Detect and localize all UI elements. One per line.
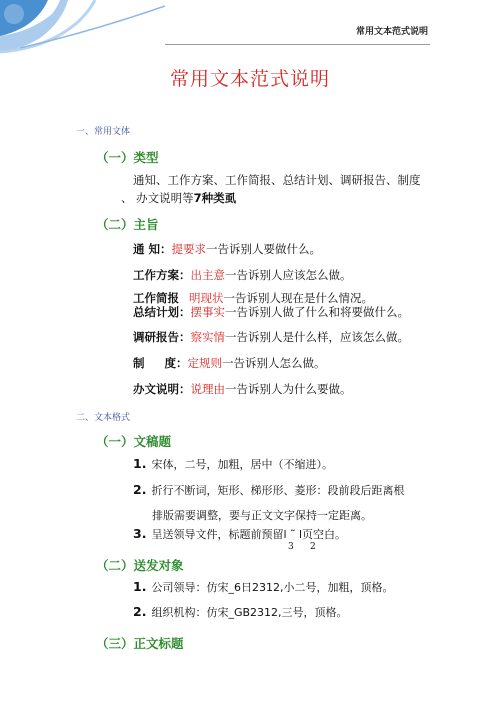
manuscript-heading: （一）文稿题 [96,434,172,449]
purpose-label: 制 度： [133,356,188,370]
purpose-text: 一告诉别人应该怎么做。 [225,268,352,282]
purpose-key: 说理由 [190,382,225,396]
types-line-2 [121,190,236,206]
item-text: 排版需要调整，要与正文文字保持一定距离。 [152,509,372,522]
section-heading-1: 一、常用文体 [76,127,131,137]
purpose-text: 一告诉别人怎么做。 [222,356,326,370]
purpose-heading: （二）主旨 [96,217,159,232]
purpose-key: 明现状 [189,291,224,305]
manuscript-item [152,507,372,523]
purpose-row [133,381,352,397]
purpose-row [133,304,409,320]
purpose-label: 工作简报 [133,291,179,305]
purpose-text: 一告诉别人做了什么和将要做什么。 [225,305,409,319]
item-number: 1. [133,579,147,594]
purpose-row [133,267,352,283]
purpose-key: 摆事实 [190,305,225,319]
item-text: 呈送领导文件，标题前预留l ˜ l页空白。 [151,528,347,541]
body-title-heading: （三）正文标题 [96,636,184,651]
purpose-label: 通 知： [133,242,172,256]
types-line-1: 通知、工作方案、工作简报、总结计划、调研报告、制度 [133,173,421,187]
subscript-b: 2 [310,542,316,552]
purpose-row [133,329,409,345]
decorative-corner-swirl [0,0,170,60]
document-title: 常用文本范式说明 [169,68,330,90]
item-text: 宋体，二号，加粗，居中（不缩进）。 [151,458,333,471]
types-line-2-strong: 7种类虱 [193,191,237,205]
purpose-row [133,355,326,371]
types-line-2-prefix: 、 办文说明等 [121,191,194,205]
subscript-a: 3 [288,542,294,552]
item-number: 2. [133,482,147,497]
purpose-key: 提要求 [171,242,207,256]
item-text: 折行不断词，矩形、梯形形、菱形：段前段后距离根 [151,484,405,497]
item-number: 2. [133,604,147,619]
purpose-key: 察实情 [190,330,225,344]
purpose-key: 出主意 [190,268,225,282]
purpose-row [133,241,321,257]
manuscript-item [133,482,404,498]
purpose-text: 一告诉别人现在是什么情况。 [223,291,373,305]
manuscript-item [133,526,346,542]
purpose-label: 办文说明： [133,382,191,396]
recipients-item [133,579,393,595]
purpose-key: 定规则 [187,356,223,370]
header-divider [165,44,430,45]
item-text: 组织机构：仿宋_GB2312,三号，顶格。 [151,606,348,619]
purpose-text: 一告诉别人要做什么。 [206,242,322,256]
purpose-label: 工作方案： [133,268,191,282]
item-text: 公司领导：仿宋_6日2312,小二号，加粗，顶格。 [151,581,394,594]
purpose-label: 总结计划： [133,305,191,319]
recipients-heading: （二）送发对象 [96,558,184,573]
manuscript-item [133,456,333,472]
purpose-label: 调研报告： [133,330,191,344]
types-heading: （一）类型 [96,150,159,165]
item-number: 3. [133,526,147,541]
section-heading-2: 二、文本格式 [76,413,131,423]
purpose-text: 一告诉别人是什么样，应该怎么做。 [225,330,409,344]
recipients-item [133,604,348,620]
header-title: 常用文本范式说明 [355,27,428,37]
item-number: 1. [133,456,147,471]
purpose-text: 一告诉别人为什么要做。 [225,382,352,396]
